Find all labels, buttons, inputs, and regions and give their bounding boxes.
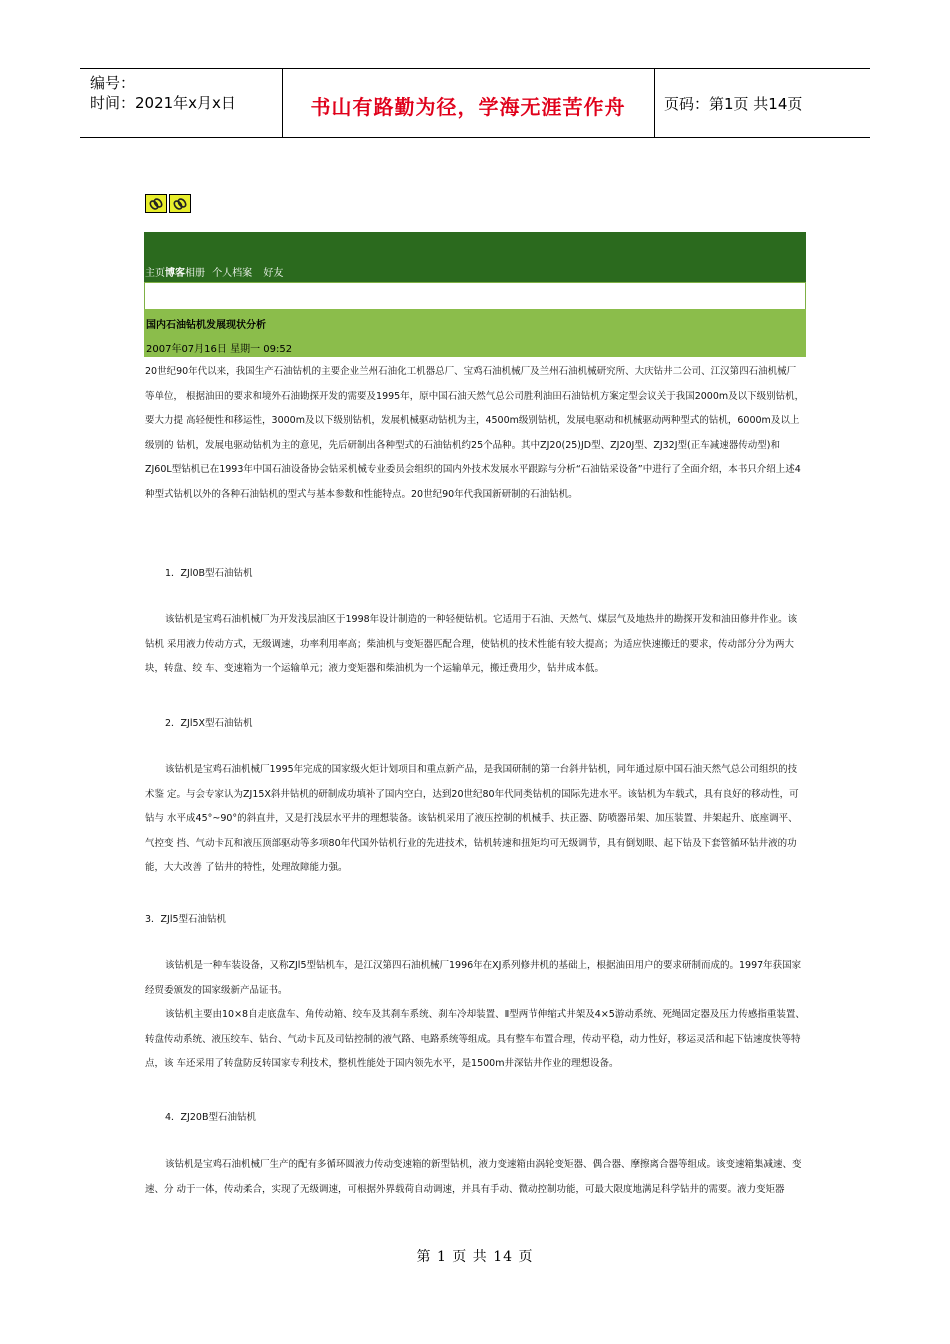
page-label: 页码：第1页 共14页 xyxy=(664,95,803,113)
section-title: 4．ZJ20B型石油钻机 xyxy=(165,1112,256,1123)
post-date: 2007年07月16日 星期一 09:52 xyxy=(146,344,293,355)
motto: 书山有路勤为径，学海无涯苦作舟 xyxy=(310,95,626,119)
icon-group xyxy=(145,194,191,213)
nav-blog[interactable]: 博客 xyxy=(165,268,185,279)
chain-icon[interactable] xyxy=(145,194,167,213)
nav-home[interactable]: 主页 xyxy=(145,268,165,279)
section-title: 1．ZJl0B型石油钻机 xyxy=(165,568,253,579)
section-paragraph: 该钻机是宝鸡石油机械厂1995年完成的国家级火炬计划项目和重点新产品，是我国研制的第一台斜井钻机，同年通过原中国石油天然气总公司组织的技术鉴 定。与会专家认为ZJ15X斜井钻机的研制成功填补了国内空白，达到20世纪80年代同类钻机的国际先进水平。该钻机为车载式，具有良好的移动性，可钻与 水平成45°~90°的斜直井，又是打浅层水平井的理想装备。该钻机采用了液压控制的机械手、扶正器、防喷器吊架、加压装置、井架起升、底座调平、气控变 挡、气动卡瓦和液压顶部驱动等多项80年代国外钻机行业的先进技术，钻机转速和扭矩均可无级调节，具有倒划眼、起下钻及下套管循环钻井液的功能，大大改善 了钻井的特性，处理故障能力强。 xyxy=(145,764,799,873)
page-footer: 第 1 页 共 14 页 xyxy=(416,1249,534,1265)
blank-band xyxy=(144,282,806,310)
section-paragraph: 该钻机是一种车装设备，又称ZJl5型钻机车，是江汉第四石油机械厂1996年在XJ系列修井机的基础上，根据油田用户的要求研制而成的。1997年获国家经贸委颁发的国家级新产品证书。 xyxy=(145,960,802,996)
header-divider xyxy=(654,69,655,137)
section-paragraph: 该钻机是宝鸡石油机械厂生产的配有多循环圆液力传动变速箱的新型钻机，液力变速箱由涡轮变矩器、偶合器、摩擦离合器等组成。该变速箱集减速、变速、分 动于一体，传动柔合，实现了无级调速，可根据外界载荷自动调速，并具有手动、微动控制功能，可最大限度地满足科学钻井的需要。液力变矩器 xyxy=(145,1159,802,1195)
section-paragraph: 该钻机是宝鸡石油机械厂为开发浅层油区于1998年设计制造的一种轻便钻机。它适用于石油、天然气、煤层气及地热井的勘探开发和油田修井作业。该钻机 采用液力传动方式，无级调速，功率利用率高；柴油机与变矩器匹配合理，使钻机的技术性能有较大提高；为适应快速搬迁的要求，传动部分分为两大块，转盘、绞 车、变速箱为一个运输单元；液力变矩器和柴油机为一个运输单元，搬迁费用少，钻井成本低。 xyxy=(145,614,798,674)
section-paragraph: 该钻机主要由10×8自走底盘车、角传动箱、绞车及其刹车系统、刹车冷却装置、Ⅱ型两节伸缩式井架及4×5游动系统、死绳固定器及压力传感指重装置、 转盘传动系统、液压绞车、钻台、气动卡瓦及司钻控制的液气路、电路系统等组成。具有整车布置合理，传动平稳，动力性好，移运灵活和起下钻速度快等特点，该 车还采用了转盘防反转国家专利技术，整机性能处于国内领先水平，是1500m井深钻井作业的理想设备。 xyxy=(145,1009,805,1069)
header-meta xyxy=(90,73,236,113)
intro-paragraph: 20世纪90年代以来，我国生产石油钻机的主要企业兰州石油化工机器总厂、宝鸡石油机械厂及兰州石油机械研究所、大庆钻井二公司、江汉第四石油机械厂等单位， 根据油田的要求和境外石油勘探开发的需要及1995年，原中国石油天然气总公司胜利油田石油钻机方案定型会议关于我国2000m及以下级别钻机，要大力提 高轻便性和移运性，3000m及以下级别钻机，发展机械驱动钻机为主，4500m级别钻机，发展电驱动和机械驱动两种型式的钻机，6000m及以上级别的 钻机，发展电驱动钻机为主的意见，先后研制出各种型式的石油钻机约25个品种。其中ZJ20(25)JD型、ZJ20J型、ZJ32J型(正车减速器传动型)和ZJ60L型钻机已在1993年中国石油设备协会钻采机械专业委员会组织的国内外技术发展水平跟踪与分析“石油钻采设备”中进行了全面介绍，本书只介绍上述4种型式钻机以外的各种石油钻机的型式与基本参数和性能特点。20世纪90年代我国新研制的石油钻机。 xyxy=(145,366,805,500)
time-label: 时间：2021年x月x日 xyxy=(90,94,236,112)
blog-nav xyxy=(145,264,287,279)
section-title: 2．ZJl5X型石油钻机 xyxy=(165,718,253,729)
document-header xyxy=(80,68,870,138)
nav-album[interactable]: 相册 xyxy=(185,268,205,279)
nav-profile[interactable]: 个人档案 xyxy=(212,268,253,279)
chain-icon[interactable] xyxy=(169,194,191,213)
number-label: 编号： xyxy=(90,74,136,92)
nav-friends[interactable]: 好友 xyxy=(263,268,284,279)
section-title: 3．ZJl5型石油钻机 xyxy=(145,914,227,925)
post-title: 国内石油钻机发展现状分析 xyxy=(146,320,266,331)
